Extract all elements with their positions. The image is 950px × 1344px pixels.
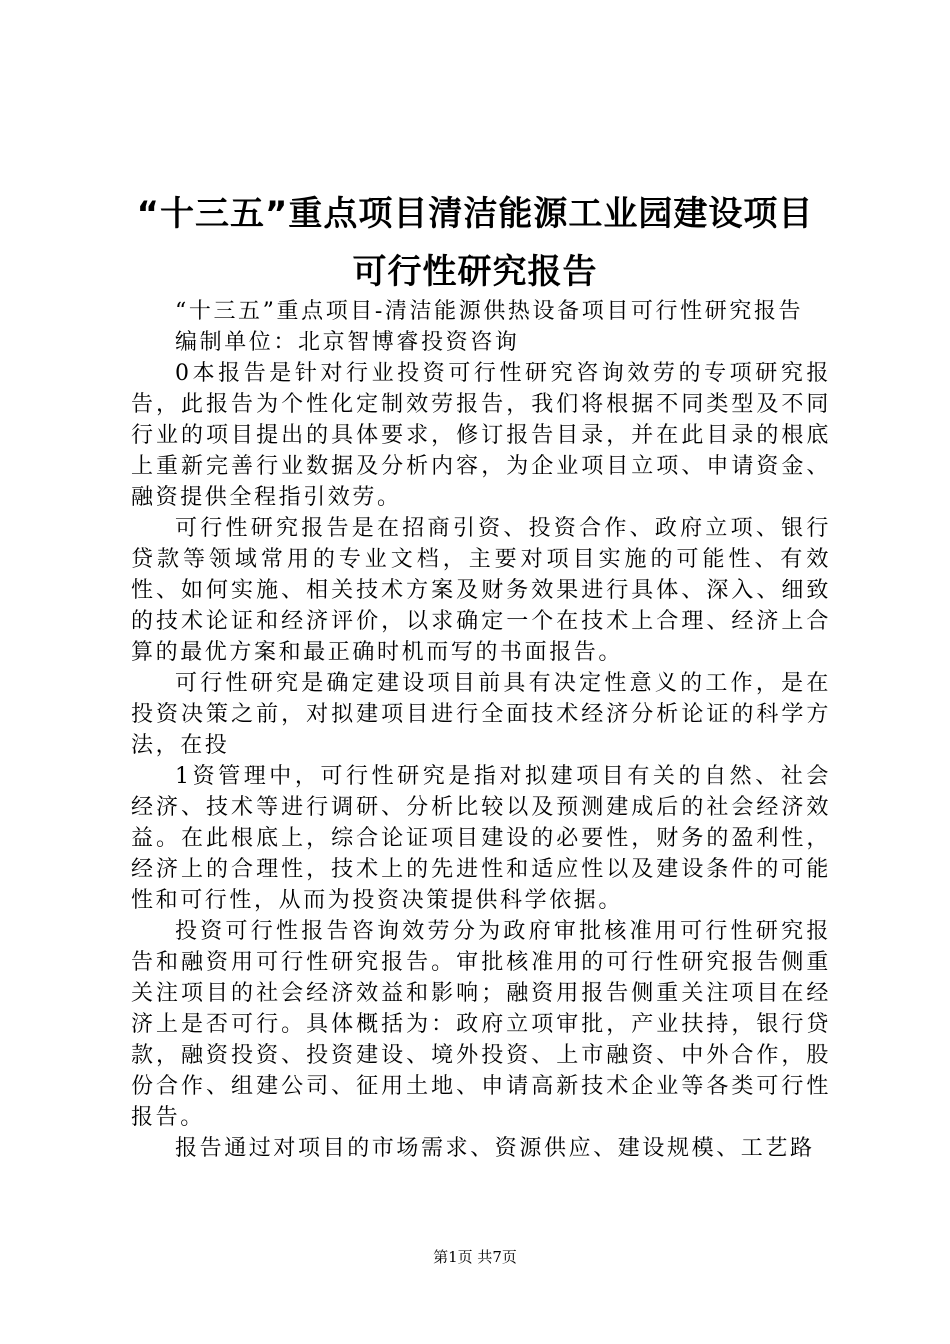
document-title-line-1: “十三五”重点项目清洁能源工业园建设项目 xyxy=(136,194,814,234)
paragraph: 投资可行性报告咨询效劳分为政府审批核准用可行性研究报告和融资用可行性研究报告。审批核准用的可行性研究报告侧重关注项目的社会经济效益和影响；融资用报告侧重关注项目在经济上是否可行。具体概括为：政府立项审批，产业扶持，银行贷款，融资投资、投资建设、境外投资、上市融资、中外合作，股份合作、组建公司、征用土地、申请高新技术企业等各类可行性报告。 xyxy=(131,919,831,1130)
page-number-footer: 第1页 共7页 xyxy=(433,1248,517,1266)
paragraph-author: 编制单位：北京智博睿投资咨询 xyxy=(175,330,520,355)
paragraph: 可行性研究报告是在招商引资、投资合作、政府立项、银行贷款等领域常用的专业文档，主要对项目实施的可能性、有效性、如何实施、相关技术方案及财务效果进行具体、深入、细致的技术论证和经济评价，以求确定一个在技术上合理、经济上合算的最优方案和最正确时机而写的书面报告。 xyxy=(131,516,831,665)
document-body xyxy=(131,296,831,1164)
paragraph: 0本报告是针对行业投资可行性研究咨询效劳的专项研究报告，此报告为个性化定制效劳报告，我们将根据不同类型及不同行业的项目提出的具体要求，修订报告目录，并在此目录的根底上重新完善行业数据及分析内容，为企业项目立项、申请资金、融资提供全程指引效劳。 xyxy=(131,361,831,510)
document-title-line-2: 可行性研究报告 xyxy=(352,252,598,292)
paragraph: 1资管理中，可行性研究是指对拟建项目有关的自然、社会经济、技术等进行调研、分析比较以及预测建成后的社会经济效益。在此根底上，综合论证项目建设的必要性，财务的盈利性，经济上的合理性，技术上的先进性和适应性以及建设条件的可能性和可行性，从而为投资决策提供科学依据。 xyxy=(131,764,831,913)
paragraph: 可行性研究是确定建设项目前具有决定性意义的工作，是在投资决策之前，对拟建项目进行全面技术经济分析论证的科学方法，在投 xyxy=(131,671,831,758)
paragraph-subtitle: “十三五”重点项目-清洁能源供热设备项目可行性研究报告 xyxy=(175,299,804,324)
paragraph: 报告通过对项目的市场需求、资源供应、建设规模、工艺路 xyxy=(175,1136,815,1161)
